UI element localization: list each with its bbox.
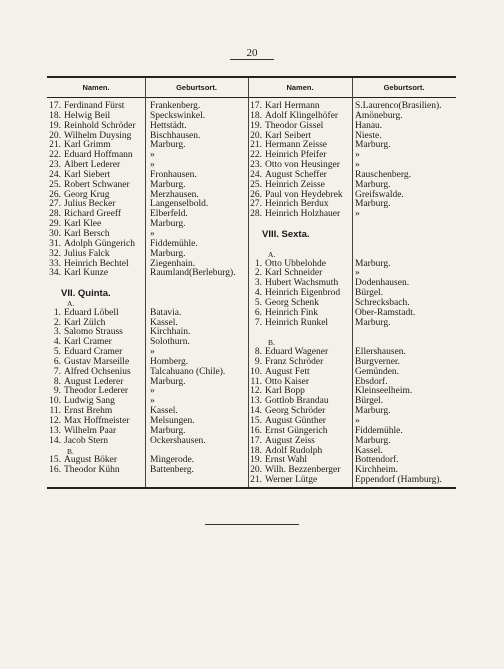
student-number: 31.	[49, 238, 61, 249]
student-number: 18.	[250, 110, 262, 121]
birthplace-cell: Bürgel.	[355, 396, 384, 407]
student-number: 4.	[53, 337, 61, 348]
table-header-rule	[47, 97, 456, 98]
student-name: August Lederer	[64, 376, 124, 387]
birthplace-cell: Marburg.	[355, 179, 391, 190]
birthplace-cell: Fiddemühle.	[150, 238, 198, 249]
student-number: 13.	[250, 396, 262, 407]
table-top-rule	[47, 76, 456, 78]
right-birthplaces-column	[355, 102, 456, 486]
birthplace-cell: Kassel.	[150, 406, 178, 417]
student-name: Wilh. Bezzenberger	[265, 465, 341, 476]
birthplace-cell	[355, 230, 456, 240]
student-name: Julius Falck	[64, 248, 110, 259]
birthplace-cell: Talcahuano (Chile).	[150, 366, 226, 377]
birthplace-cell: Fiddemühle.	[355, 425, 403, 436]
birthplace-cell: Melsungen.	[150, 416, 195, 426]
student-number: 12.	[250, 386, 262, 397]
birthplace-cell	[150, 279, 248, 289]
birthplace-cell: Langenselbold.	[150, 199, 209, 210]
group-label: B.	[268, 338, 275, 348]
student-name: August Günther	[265, 416, 326, 426]
student-number: 21.	[49, 140, 61, 151]
student-name: Ernst Wahl	[265, 455, 308, 466]
student-number: 23.	[250, 160, 262, 171]
student-number: 2.	[53, 317, 61, 328]
student-number: 21.	[250, 475, 262, 486]
group-label: A.	[67, 298, 75, 308]
student-number: 20.	[250, 130, 262, 141]
birthplace-cell: Hettstädt.	[150, 120, 187, 131]
class-heading: VII. Quinta.	[61, 288, 111, 300]
student-name: Karl Bersch	[64, 228, 110, 239]
student-number: 27.	[49, 199, 61, 210]
student-number: 8.	[254, 347, 262, 358]
birthplace-cell: Burgverner.	[355, 356, 400, 367]
student-name: Karl Bopp	[265, 386, 305, 397]
birthplace-cell: Marburg.	[150, 248, 186, 259]
student-number: 11.	[250, 376, 262, 387]
student-number: 10.	[49, 396, 61, 407]
student-number: 33.	[49, 258, 61, 269]
student-name: Hubert Wachsmuth	[265, 278, 339, 289]
student-name: August Fett	[265, 366, 310, 377]
birthplace-cell: Kirchhain.	[150, 327, 191, 338]
birthplace-cell: Marburg.	[150, 425, 186, 436]
birthplace-cell	[355, 240, 456, 250]
student-row	[248, 476, 352, 486]
student-number: 15.	[250, 416, 262, 426]
student-number: 17.	[49, 101, 61, 111]
birthplace-cell: »	[150, 150, 155, 161]
birthplace-cell: »	[150, 347, 155, 358]
column-divider	[145, 78, 146, 487]
student-name: Heinrich Pfeifer	[265, 150, 327, 161]
student-name: Ernst Güngerich	[265, 425, 328, 436]
birthplace-cell: »	[150, 396, 155, 407]
birthplace-cell: Ebsdorf.	[355, 376, 388, 387]
birthplace-cell: »	[355, 416, 360, 426]
student-name: Helwig Beil	[64, 110, 111, 121]
student-name: Heinrich Zeisse	[265, 179, 325, 190]
student-number: 18.	[250, 445, 262, 456]
birthplace-cell: Eppendorf (Hamburg).	[355, 475, 442, 486]
birthplace-cell: Elberfeld.	[150, 209, 188, 220]
student-number: 26.	[250, 189, 262, 200]
birthplace-cell	[150, 289, 248, 299]
student-name: Reinhold Schröder	[64, 120, 136, 131]
student-name: Salomo Strauss	[64, 327, 123, 338]
student-number: 6.	[254, 307, 262, 318]
birthplace-cell: Marburg.	[355, 317, 391, 328]
student-row	[47, 269, 145, 279]
student-name: Adolf Klingelhöfer	[265, 110, 339, 121]
birthplace-cell: Marburg.	[355, 406, 391, 417]
student-number: 12.	[49, 416, 61, 426]
student-number: 14.	[49, 435, 61, 446]
student-number: 16.	[250, 425, 262, 436]
birthplace-cell: Speckswinkel.	[150, 110, 206, 121]
student-number: 18.	[49, 110, 61, 121]
birthplace-cell: »	[150, 160, 155, 171]
birthplace-cell: Fronhausen.	[150, 169, 197, 180]
student-name: Karl Siebert	[64, 169, 111, 180]
student-name: Georg Krug	[64, 189, 110, 200]
student-name: Ferdinand Fürst	[64, 101, 125, 111]
student-name: Adolph Güngerich	[64, 238, 135, 249]
student-number: 8.	[53, 376, 61, 387]
student-number: 4.	[254, 288, 262, 299]
birthplace-cell: Schrecksbach.	[355, 297, 410, 308]
student-name: Franz Schröder	[265, 356, 324, 367]
student-name: Otto Ubbelohde	[265, 258, 326, 269]
student-number: 1.	[53, 307, 61, 318]
left-birthplaces-column	[150, 102, 248, 476]
student-number: 11.	[49, 406, 61, 417]
student-name: Georg Schröder	[265, 406, 326, 417]
spacer	[248, 240, 352, 250]
student-name: Eduard Hoffmann	[64, 150, 133, 161]
student-number: 32.	[49, 248, 61, 259]
column-divider	[352, 78, 353, 487]
birthplace-cell: Homberg.	[150, 356, 189, 367]
header-birthplace-right: Geburtsort.	[383, 83, 425, 92]
student-name: Georg Schenk	[265, 297, 319, 308]
student-name: Karl Hermann	[265, 101, 320, 111]
student-name: Karl Klee	[64, 219, 102, 230]
birthplace-cell: »	[355, 160, 360, 171]
student-number: 5.	[254, 297, 262, 308]
student-number: 16.	[49, 465, 61, 476]
student-number: 9.	[53, 386, 61, 397]
student-number: 22.	[49, 150, 61, 161]
student-number: 1.	[254, 258, 262, 269]
birthplace-cell: Kassel.	[355, 445, 383, 456]
birthplace-cell: Marburg.	[150, 376, 186, 387]
student-name: Gustav Marseille	[64, 356, 130, 367]
student-name: Theodor Kühn	[64, 465, 120, 476]
student-name: Heinrich Fink	[265, 307, 319, 318]
group-label: B.	[67, 446, 74, 456]
birthplace-cell: Ober-Ramstadt.	[355, 307, 416, 318]
birthplace-cell: Mingerode.	[150, 455, 195, 466]
student-number: 17.	[250, 101, 262, 111]
student-number: 28.	[49, 209, 61, 220]
left-names-column	[47, 102, 145, 476]
birthplace-cell: Bottendorf.	[355, 455, 399, 466]
student-row	[47, 437, 145, 447]
birthplace-cell: Kassel.	[150, 317, 178, 328]
student-name: Eduard Löbell	[64, 307, 119, 318]
student-number: 34.	[49, 268, 61, 279]
birthplace-cell: Battenberg.	[150, 465, 194, 476]
birthplace-cell: »	[355, 268, 360, 279]
student-number: 3.	[53, 327, 61, 338]
student-number: 28.	[250, 209, 262, 220]
birthplace-cell: Batavia.	[150, 307, 182, 318]
birthplace-cell: Nieste.	[355, 130, 382, 141]
header-name-right: Namen.	[286, 83, 314, 92]
birthplace-cell: Gemünden.	[355, 366, 400, 377]
birthplace-cell: Marburg.	[355, 258, 391, 269]
student-name: Heinrich Berdux	[265, 199, 329, 210]
student-name: Karl Grimm	[64, 140, 111, 151]
student-name: Gottlob Brandau	[265, 396, 329, 407]
student-name: Heinrich Holzhauer	[265, 209, 341, 220]
student-name: Wilhelm Duysing	[64, 130, 132, 141]
spacer	[248, 328, 352, 338]
header-name-left: Namen.	[82, 83, 110, 92]
header-birthplace-left: Geburtsort.	[176, 83, 217, 92]
student-name: Karl Cramer	[64, 337, 112, 348]
student-row	[47, 466, 145, 476]
student-name: Otto von Heusinger	[265, 160, 340, 171]
student-table	[47, 76, 456, 492]
student-number: 10.	[250, 366, 262, 377]
birthplace-cell: Marburg.	[150, 179, 186, 190]
student-name: Adolf Rudolph	[265, 445, 323, 456]
student-number: 20.	[49, 130, 61, 141]
student-name: Richard Greeff	[64, 209, 122, 220]
student-name: Alfred Ochsenius	[64, 366, 131, 377]
student-row	[248, 319, 352, 329]
student-number: 20.	[250, 465, 262, 476]
student-name: Robert Schwaner	[64, 179, 130, 190]
student-number: 30.	[49, 228, 61, 239]
birthplace-cell: Marburg.	[355, 140, 391, 151]
birthplace-cell: Hanau.	[355, 120, 383, 131]
birthplace-cell: »	[355, 209, 360, 220]
student-number: 24.	[49, 169, 61, 180]
student-number: 3.	[254, 278, 262, 289]
student-number: 25.	[250, 179, 262, 190]
student-name: Eduard Wagener	[265, 347, 329, 358]
student-name: Albert Lederer	[64, 160, 121, 171]
page-number: 20	[246, 47, 258, 59]
student-number: 13.	[49, 425, 61, 436]
birthplace-cell: »	[150, 386, 155, 397]
group-label: A.	[268, 249, 276, 259]
page-end-rule	[205, 524, 299, 525]
student-name: Max Hoffmeister	[64, 416, 130, 426]
birthplace-cell: »	[150, 228, 155, 239]
student-number: 17.	[250, 435, 262, 446]
student-name: August Zeiss	[265, 435, 315, 446]
birthplace-cell: Marburg.	[355, 435, 391, 446]
birthplace-cell: Marburg.	[150, 140, 186, 151]
student-number: 19.	[250, 120, 262, 131]
birthplace-cell: Frankenberg.	[150, 101, 201, 111]
student-name: Karl Seibert	[265, 130, 312, 141]
birthplace-cell: Marburg.	[355, 199, 391, 210]
student-number: 25.	[49, 179, 61, 190]
birthplace-cell: Greifswalde.	[355, 189, 404, 200]
class-heading: VIII. Sexta.	[262, 228, 310, 240]
birthplace-cell: Raumland(Berleburg).	[150, 268, 236, 279]
right-names-column	[248, 102, 352, 486]
student-name: Karl Zülch	[64, 317, 106, 328]
student-name: Karl Kunze	[64, 268, 109, 279]
student-row	[248, 210, 352, 220]
student-name: Paul von Heydebrek	[265, 189, 343, 200]
birthplace-cell: Ziegenhain.	[150, 258, 196, 269]
birthplace-cell	[355, 328, 456, 338]
student-name: Theodor Gissel	[265, 120, 324, 131]
table-bottom-rule	[47, 487, 456, 489]
student-number: 19.	[49, 120, 61, 131]
student-number: 29.	[49, 219, 61, 230]
student-number: 5.	[53, 347, 61, 358]
student-name: Heinrich Runkel	[265, 317, 329, 328]
student-number: 7.	[254, 317, 262, 328]
student-number: 19.	[250, 455, 262, 466]
birthplace-cell	[355, 220, 456, 230]
birthplace-cell: Marburg.	[150, 219, 186, 230]
student-number: 21.	[250, 140, 262, 151]
student-number: 23.	[49, 160, 61, 171]
page-number-rule	[230, 59, 274, 60]
student-name: Otto Kaiser	[265, 376, 310, 387]
student-number: 15.	[49, 455, 61, 466]
student-name: Eduard Cramer	[64, 347, 123, 358]
student-name: Wilhelm Paar	[64, 425, 117, 436]
student-name: Hermann Zeisse	[265, 140, 327, 151]
table-header	[47, 81, 456, 95]
student-name: Ernst Brehm	[64, 406, 113, 417]
student-name: August Böker	[64, 455, 118, 466]
birthplace-cell: Ellershausen.	[355, 347, 406, 358]
student-number: 2.	[254, 268, 262, 279]
student-number: 7.	[53, 366, 61, 377]
birthplace-cell: Merzhausen.	[150, 189, 199, 200]
birthplace-cell: Rauschenberg.	[355, 169, 412, 180]
student-name: Julius Becker	[64, 199, 116, 210]
student-number: 22.	[250, 150, 262, 161]
student-name: Theodor Lederer	[64, 386, 129, 397]
student-name: Jacob Stern	[64, 435, 109, 446]
student-number: 9.	[254, 356, 262, 367]
birthplace-cell: S.Laurenco(Brasilien).	[355, 101, 442, 111]
student-name: Heinrich Bechtel	[64, 258, 129, 269]
birthplace-cell: Solothurn.	[150, 337, 190, 348]
birthplace-cell: Dodenhausen.	[355, 278, 410, 289]
birthplace-cell: »	[355, 150, 360, 161]
student-number: 26.	[49, 189, 61, 200]
birthplace-cell: Ockershausen.	[150, 435, 206, 446]
birthplace-cell: Kleinseelheim.	[355, 386, 413, 397]
student-name: Werner Lütge	[265, 475, 318, 486]
student-number: 27.	[250, 199, 262, 210]
birthplace-cell: Bürgel.	[355, 288, 384, 299]
student-number: 24.	[250, 169, 262, 180]
student-number: 6.	[53, 356, 61, 367]
birthplace-cell: Amöneburg.	[355, 110, 403, 121]
student-name: Heinrich Eigenbrod	[265, 288, 341, 299]
birthplace-cell: Bischhausen.	[150, 130, 201, 141]
student-number: 14.	[250, 406, 262, 417]
student-name: Karl Schneider	[265, 268, 323, 279]
student-name: August Scheffer	[265, 169, 327, 180]
student-name: Ludwig Sang	[64, 396, 115, 407]
birthplace-cell: Kirchheim.	[355, 465, 399, 476]
